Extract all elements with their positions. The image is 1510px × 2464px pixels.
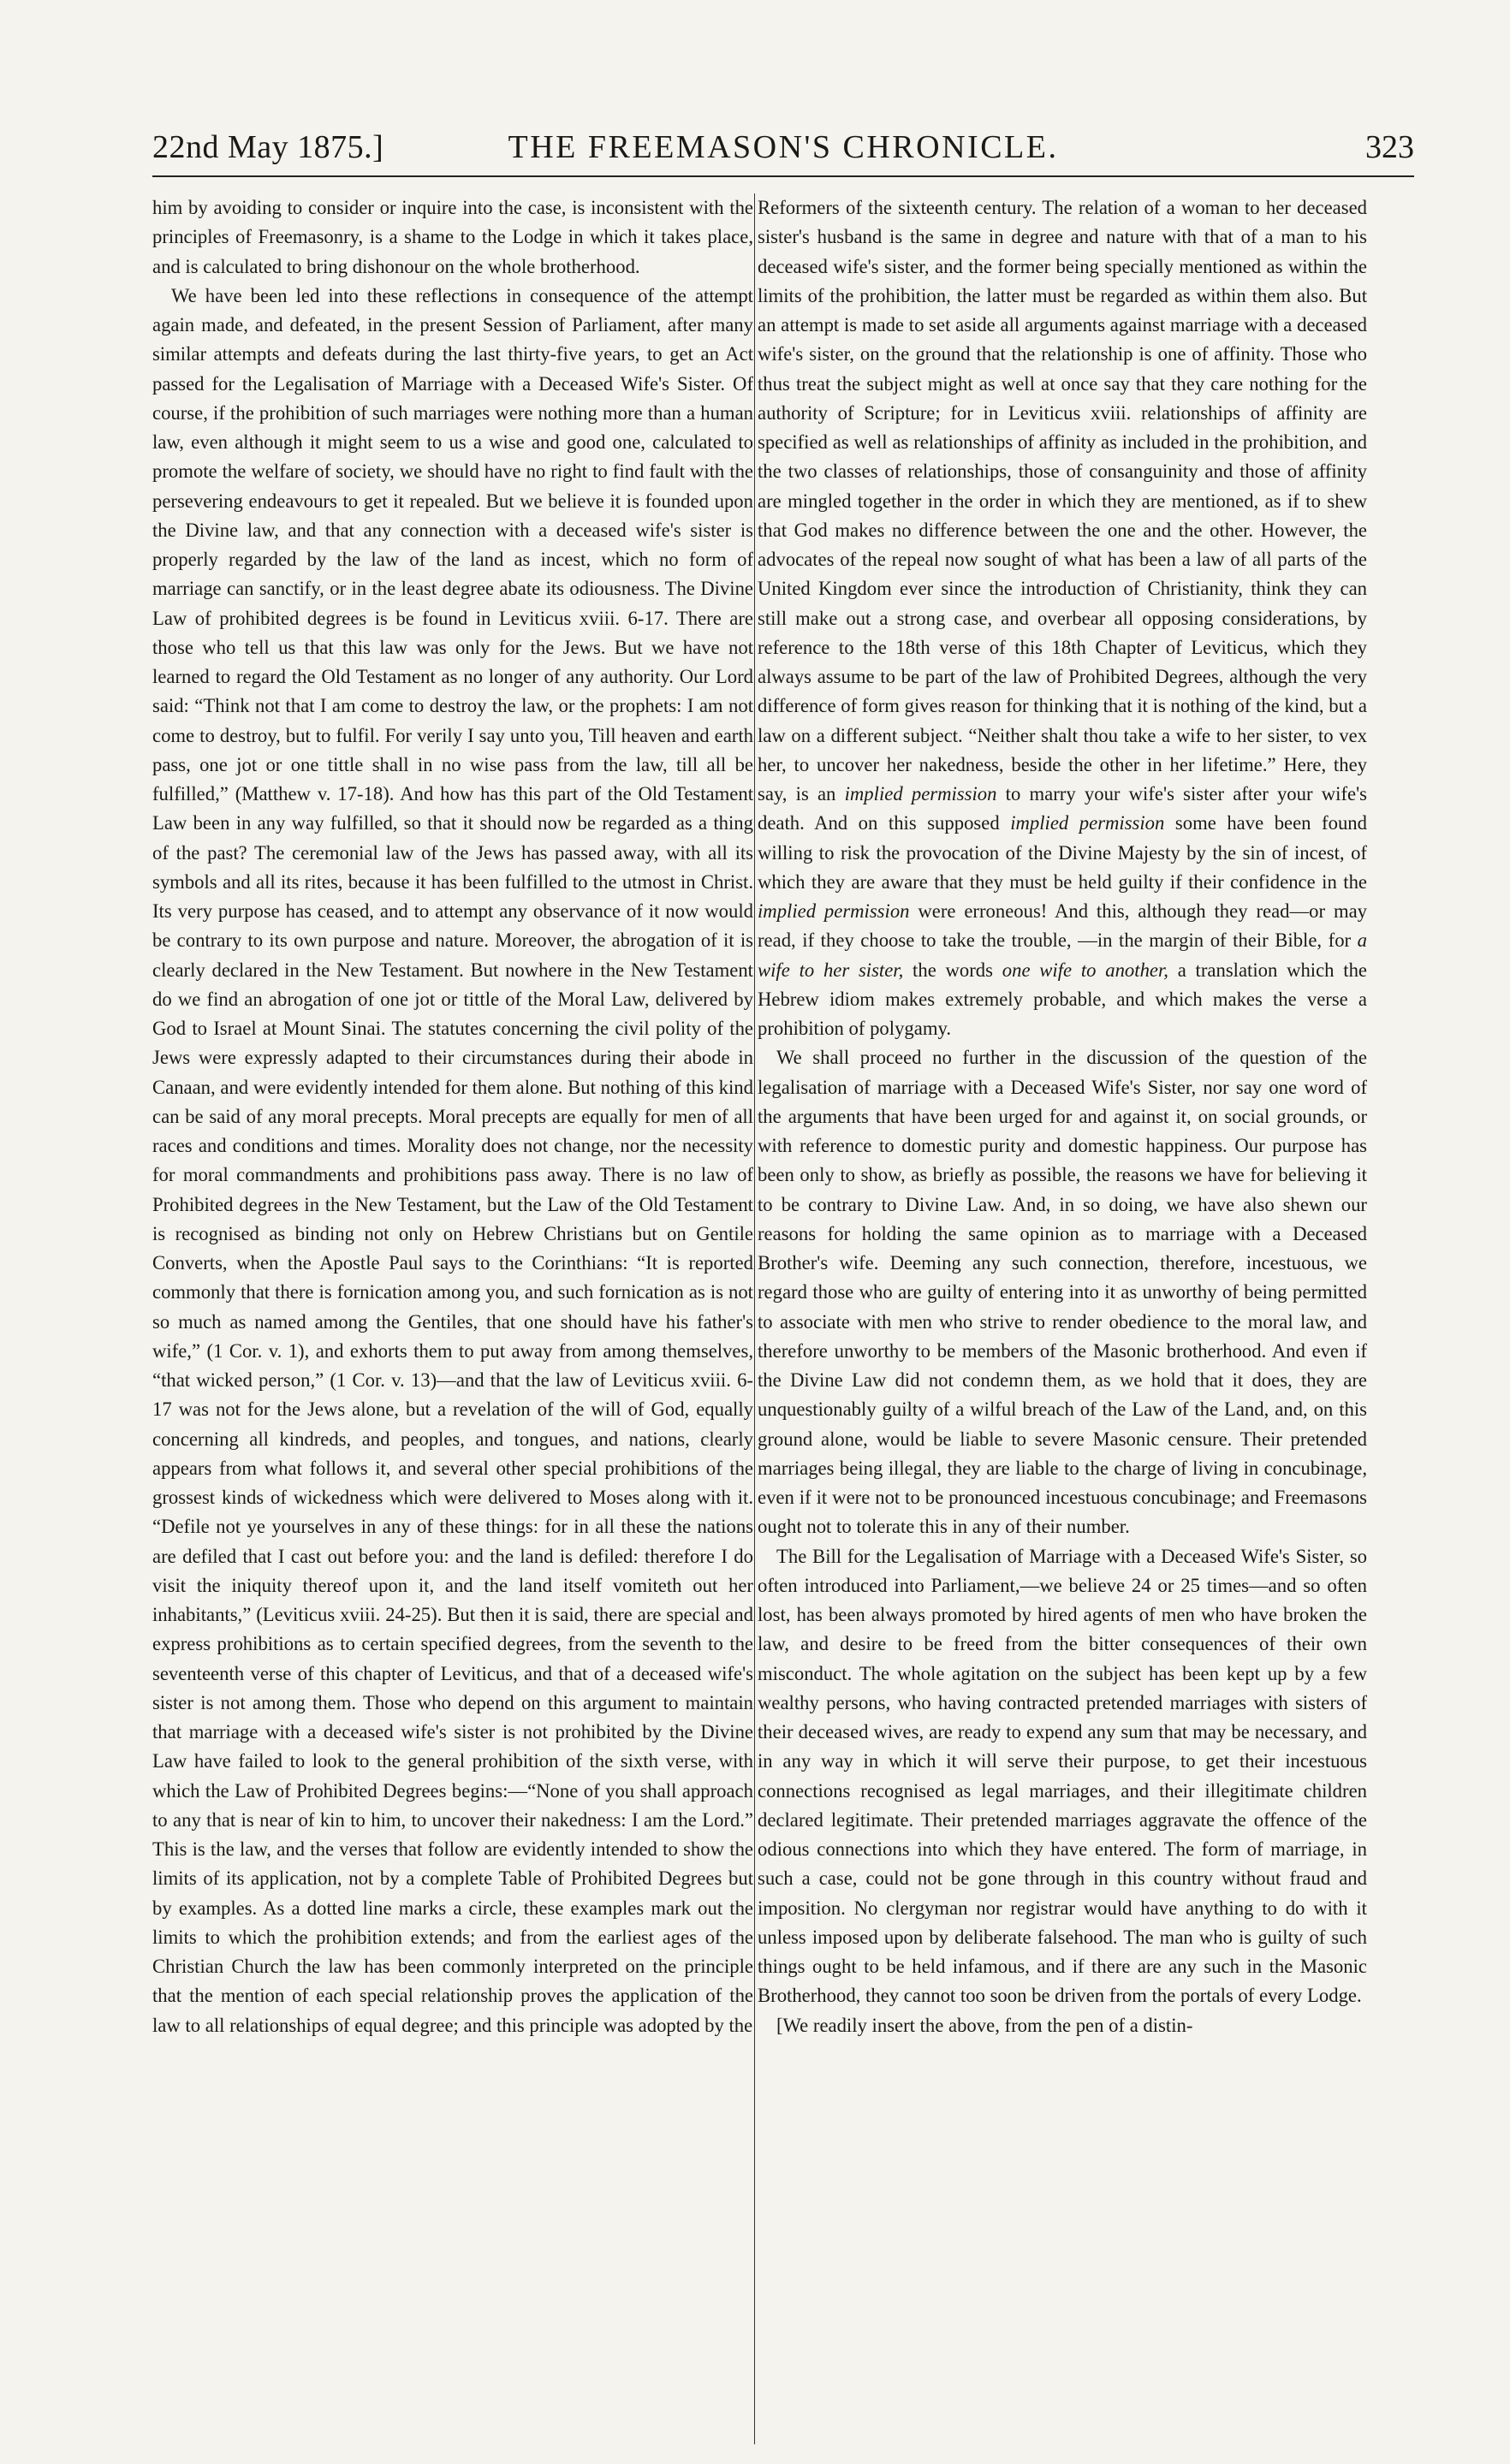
header-rule	[152, 175, 1414, 177]
paragraph: We have been led into these reflections in consequence of the attempt again made, and defeated, in the present Session of Parliament, after many similar attempts and defeats during the last thirty-five years, to get an Act passed for the Legalisation of Marriage with a Deceased Wife's Sister. Of course, if the prohibition of such marriages were nothing more than a human law, even although it might seem to us a wise and good one, calculated to promote the welfare of society, we should have no right to find fault with the persevering endeavours to get it repealed. But we believe it is founded upon the Divine law, and that any connection with a deceased wife's sister is properly regarded by the law of the land as incest, which no form of marriage can sanctify, or in the least degree abate its odiousness. The Divine Law of prohibited degrees is be found in Leviticus xviii. 6-17. There are those who tell us that this law was only for the Jews. But we have not learned to regard the Old Testament as no longer of any authority. Our Lord said: “Think not that I am come to destroy the law, or the prophets: I am not come to destroy, but to fulfil. For verily I say unto you, Till heaven and earth pass, one jot or one tittle shall in no wise pass from the law, till all be fulfilled,” (Matthew v. 17-18). And how has this part of the Old Testament Law been in any way fulfilled, so that it should now be regarded as a thing of the past? The ceremonial law of the Jews has passed away, with all its symbols and all its rites, because it has been fulfilled to the utmost in Christ. Its very purpose has ceased, and to attempt any observance of it now would be contrary to its own purpose and nature. Moreover, the abrogation of it is clearly declared in the New Testament. But nowhere in the New Testament do we find an abrogation of one jot or tittle of the Moral Law, delivered by God to Israel at Mount Sinai. The statutes concerning the civil polity of the Jews were expressly adapted to their circumstances during their abode in Canaan, and were evidently intended for them alone. But nothing of this kind can be said of any moral precepts. Moral precepts are equally for men of all races and conditions and times. Morality does not change, nor the necessity for moral commandments and prohibitions pass away. There is no law of Prohibited degrees in the New Testament, but the Law of the Old Testament is recognised as binding not only on Hebrew Christians but on Gentile Converts, when the Apostle Paul says to the Corinthians: “It is reported commonly that there is fornication among you, and such fornication as is not so much as named among the Gentiles, that one should have his father's wife,” (1 Cor. v. 1), and exhorts them to put away from among themselves, “that wicked person,” (1 Cor. v. 13)—and that the law of Leviticus xviii. 6-17 was not for the Jews alone, but a revelation of the will of God, equally concerning all kindreds, and peoples, and tongues, and nations, clearly appears from what follows it, and several other special prohibitions of the grossest kinds of wickedness which were delivered to Moses along with it. “Defile not ye yourselves in any of these things: for in all these the nations are defiled that I cast out before you: and the land is defiled: therefore I do visit the iniquity thereof upon it, and the land itself vomiteth out her inhabitants,” (Leviticus xviii. 24-25). But then it is said, there are special and express prohibitions as to certain specified degrees, from the seventh to the seventeenth verse of this chapter of Leviticus, and that of a deceased wife's sister is not among them. Those who depend on this argument to maintain that marriage with a deceased wife's sister is not prohibited by the Divine Law have failed to look to the general prohibition of the sixth verse, with which the Law of Prohibited Degrees begins:—“None of you shall approach to any that is near of kin to him, to uncover their nakedness: I am the Lord.” This is the law, and the verses that follow are evidently intended to show the limits of its application, not by a complete Table of Prohibited Degrees but by examples. As a dotted line marks a circle, these examples mark out the limits to which the prohibition extends; and from the earliest ages of the Christian Church the law has been commonly interpreted on the principle that the mention of each special relationship proves the application of the law to all relationships of equal degree; and this principle was adopted by the	[152, 284, 753, 2036]
paragraph	[758, 193, 1367, 1043]
italic-text: a wife to her sister,	[758, 929, 1367, 981]
page-header	[152, 128, 1414, 176]
italic-text: implied permission	[1010, 812, 1165, 834]
paragraph: [We readily insert the above, from the pen of a distin-	[776, 2014, 1193, 2036]
page-number: 323	[1365, 129, 1414, 165]
italic-text: one wife to another,	[1002, 959, 1168, 981]
italic-text: implied permission	[758, 900, 910, 922]
column-divider	[754, 193, 755, 2444]
text-run: the words	[903, 959, 1002, 981]
right-column	[758, 193, 1367, 2453]
text-run: Reformers of the sixteenth century. The relation of a woman to her deceased sister's husband is the same in degree and nature with that of a man to his deceased wife's sister, and the former being specially mentioned as within the limits of the prohibition, the latter must be regarded as within them also. But an attempt is made to set aside all arguments against marriage with a deceased wife's sister, on the ground that the relationship is one of affinity. Those who thus treat the subject might as well at once say that they care nothing for the authority of Scripture; for in Leviticus xviii. relationships of affinity are specified as well as relationships of affinity as included in the prohibition, and the two classes of relationships, those of consanguinity and those of affinity are mingled together in the order in which they are mentioned, as if to shew that God makes no difference between the one and the other. However, the advocates of the repeal now sought of what has been a law of all parts of the United Kingdom ever since the introduction of Christianity, think they can still make out a strong case, and overbear all opposing considerations, by reference to the 18th verse of this 18th Chapter of Leviticus, which they always assume to be part of the law of Prohibited Degrees, although the very difference of form gives reason for thinking that it is nothing of the kind, but a law on a different subject. “Neither shalt thou take a wife to her sister, to vex her, to uncover her nakedness, beside the other in her lifetime.” Here, they say, is an	[758, 197, 1367, 805]
text-run: some have been found willing to risk the provocation of the Divine Majesty by the sin of incest, of which they are aware that they must be held guilty if their confidence in the	[758, 812, 1367, 893]
paragraph: him by avoiding to consider or inquire into the case, is inconsistent with the principles of Freemasonry, is a shame to the Lodge in which it takes place, and is calculated to bring dishonour on the whole brotherhood.	[152, 197, 753, 277]
text-run: were erroneous! And this, although they read—or may read, if they choose to take the trouble, —in the margin of their Bible, for	[758, 900, 1367, 952]
issue-date: 22nd May 1875.]	[152, 129, 384, 165]
left-column	[152, 193, 753, 2453]
paragraph: The Bill for the Legalisation of Marriage with a Deceased Wife's Sister, so often introduced into Parliament,—we believe 24 or 25 times—and so often lost, has been always promoted by hired agents of men who have broken the law, and desire to be freed from the bitter consequences of their own misconduct. The whole agitation on the subject has been kept up by a few wealthy persons, who having contracted pretended marriages with sisters of their deceased wives, are ready to expend any sum that may be necessary, and in any way in which it will serve their purpose, to get their incestuous connections recognised as legal marriages, and their illegitimate children declared legitimate. Their pretended marriages aggravate the offence of the odious connections into which they have entered. The form of marriage, in such a case, could not be gone through in this country without fraud and imposition. No clergyman nor registrar would have anything to do with it unless imposed upon by deliberate falsehood. The man who is guilty of such things ought to be held infamous, and if there are any such in the Masonic Brotherhood, they cannot too soon be driven from the portals of every Lodge.	[758, 1545, 1367, 2007]
text-run: a translation which the Hebrew idiom makes extremely probable, and which makes the verse a prohibition of polygamy.	[758, 959, 1367, 1039]
paragraph: We shall proceed no further in the discussion of the question of the legalisation of marriage with a Deceased Wife's Sister, nor say one word of the arguments that have been urged for and against it, on social grounds, or with reference to domestic purity and domestic happiness. Our purpose has been only to show, as briefly as possible, the reasons we have for believing it to be contrary to Divine Law. And, in so doing, we have also shewn our reasons for holding the same opinion as to marriage with a Deceased Brother's wife. Deeming any such connection, therefore, incestuous, we regard those who are guilty of entering into it as unworthy of being permitted to associate with men who strive to render obedience to the moral law, and therefore unworthy to be members of the Masonic brotherhood. And even if the Divine Law did not condemn them, as we hold that it does, they are unquestionably guilty of a wilful breach of the Law of the Land, and, on this ground alone, would be liable to severe Masonic censure. Their pretended marriages being illegal, they are liable to the charge of living in concubinage, even if it were not to be pronounced incestuous concubinage; and Freemasons ought not to tolerate this in any of their number.	[758, 1047, 1367, 1538]
italic-text: implied permission	[844, 783, 997, 805]
text-run: to marry your wife's sister after your wife's death. And on this supposed	[758, 783, 1367, 834]
publication-title: THE FREEMASON'S CHRONICLE.	[508, 129, 1059, 165]
